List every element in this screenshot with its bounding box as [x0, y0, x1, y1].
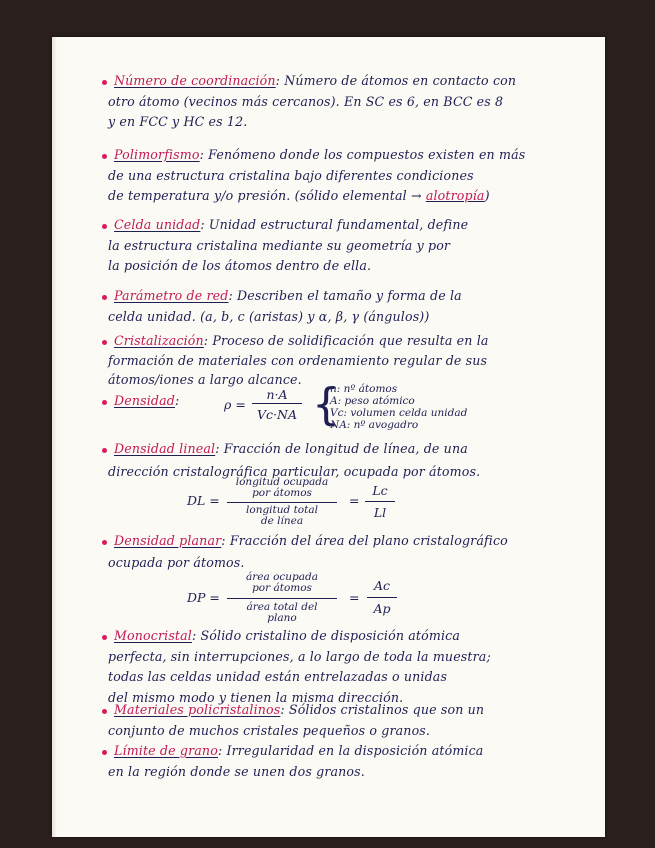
- bullet: [102, 635, 107, 640]
- text-line: formación de materiales con ordenamiento regular de sus: [108, 352, 488, 368]
- formula-denominator: [227, 505, 337, 527]
- formula-numerator: [227, 572, 337, 594]
- formula-lhs: ρ =: [224, 397, 246, 412]
- term: Cristalización: [114, 333, 204, 348]
- term: Número de coordinación: [114, 73, 276, 88]
- denominator-line: longitud total: [246, 504, 318, 516]
- entry-crystallization: [108, 333, 594, 388]
- bullet: [102, 295, 107, 300]
- bullet: [102, 540, 107, 545]
- denominator-line: plano: [267, 612, 297, 625]
- text-line: : Fenómeno donde los compuestos existen en más: [199, 147, 526, 162]
- entry-unit-cell: [108, 217, 594, 274]
- text-line: : Unidad estructural fundamental, define: [200, 217, 469, 232]
- text-line: : Fracción del área del plano cristalográfico: [221, 533, 508, 548]
- formula-lhs: DL =: [187, 493, 220, 508]
- denominator-line: de línea: [260, 515, 304, 528]
- legend-line: A: peso atómico: [330, 395, 415, 407]
- bullet: [102, 400, 107, 405]
- text-line: : Proceso de solidificación que resulta en la: [203, 333, 489, 348]
- entry-lattice-parameter: [108, 288, 594, 324]
- text-line: otro átomo (vecinos más cercanos). En SC es 6, en BCC es 8: [108, 93, 504, 109]
- text-line: : Sólidos cristalinos que son un: [280, 702, 485, 717]
- text-line: celda unidad. (a, b, c (aristas) y α, β, γ (ángulos)): [108, 308, 430, 324]
- formula-lhs: DP =: [187, 590, 220, 605]
- brace-symbol: {: [312, 379, 340, 430]
- formula-numerator: n·A: [266, 387, 288, 402]
- fraction-bar: [227, 502, 337, 503]
- bullet: [102, 340, 107, 345]
- short-denominator: Ap: [373, 601, 391, 616]
- bullet: [102, 709, 107, 714]
- entry-coordination-number: [108, 73, 594, 130]
- text-line: : Número de átomos en contacto con: [275, 73, 517, 88]
- text-line: todas las celdas unidad están entrelazadas o unidas: [108, 669, 448, 685]
- text-line: dirección cristalográfica particular, ocupada por átomos.: [108, 463, 481, 479]
- equals-sign: =: [349, 590, 360, 605]
- bullet: [102, 80, 107, 85]
- term: Materiales policristalinos: [114, 702, 281, 717]
- fraction-bar: [365, 501, 395, 502]
- text-line: : Irregularidad en la disposición atómica: [217, 743, 484, 758]
- short-numerator: Ac: [373, 578, 391, 593]
- term: Polimorfismo: [114, 147, 200, 162]
- text-line: átomos/iones a largo alcance.: [108, 372, 302, 388]
- fraction-bar: [252, 403, 302, 404]
- numerator-line: por átomos: [252, 582, 312, 595]
- text-suffix: ): [484, 188, 490, 204]
- text-line: ocupada por átomos.: [108, 554, 245, 570]
- entry-planar-density: [108, 533, 594, 570]
- bullet: [102, 154, 107, 159]
- short-numerator: Lc: [372, 483, 388, 498]
- page-edge: [52, 37, 57, 837]
- highlight-term: alotropía: [425, 188, 485, 204]
- text-line: de temperatura y/o presión. (sólido elemental →: [108, 188, 426, 204]
- legend-line: n: nº átomos: [330, 383, 398, 395]
- term: Celda unidad: [114, 217, 201, 232]
- text-line: : Fracción de longitud de línea, de una: [215, 441, 468, 456]
- term: Monocristal: [114, 628, 192, 643]
- text-line: y en FCC y HC es 12.: [108, 114, 248, 130]
- denominator-line: área total del: [246, 601, 318, 613]
- planar-density-formula: [187, 572, 487, 628]
- short-denominator: Ll: [373, 505, 387, 520]
- text-line: de una estructura cristalina bajo diferentes condiciones: [108, 167, 474, 183]
- bullet: [102, 750, 107, 755]
- text-line: conjunto de muchos cristales pequeños o granos.: [108, 722, 431, 738]
- text-line: en la región donde se unen dos granos.: [108, 763, 365, 779]
- text-line: la estructura cristalina mediante su geometría y por: [108, 237, 451, 253]
- term: Límite de grano: [114, 743, 218, 758]
- bullet: [102, 448, 107, 453]
- term: Densidad lineal: [114, 441, 216, 456]
- formula-denominator: Vc·NA: [257, 407, 297, 422]
- entry-linear-density: [108, 441, 594, 479]
- fraction-bar: [227, 598, 337, 599]
- fraction-bar: [367, 597, 397, 598]
- term: Densidad: [114, 393, 175, 408]
- density-legend: [330, 383, 467, 431]
- linear-density-formula: [187, 477, 487, 529]
- text-line: la posición de los átomos dentro de ella.: [108, 258, 372, 274]
- numerator-line: por átomos: [252, 487, 312, 500]
- legend-line: Vc: volumen celda unidad: [330, 407, 468, 419]
- numerator-line: área ocupada: [245, 571, 319, 583]
- formula-numerator: [227, 477, 337, 499]
- term: Parámetro de red: [114, 288, 229, 303]
- entry-polycrystalline: [108, 702, 594, 738]
- text-line: : Sólido cristalino de disposición atómica: [191, 628, 460, 643]
- entry-polymorphism: [108, 147, 594, 204]
- term: Densidad planar: [114, 533, 222, 548]
- legend-line: NA: nº avogadro: [330, 419, 419, 431]
- text-line: :: [174, 393, 180, 408]
- entry-monocrystal: [108, 628, 594, 705]
- text-line: del mismo modo y tienen la misma dirección.: [108, 689, 404, 705]
- notebook-page: [52, 37, 605, 837]
- numerator-line: longitud ocupada: [235, 476, 329, 488]
- equals-sign: =: [349, 493, 360, 508]
- density-formula: [224, 379, 544, 437]
- bullet: [102, 224, 107, 229]
- text-line: perfecta, sin interrupciones, a lo largo de toda la muestra;: [108, 648, 491, 664]
- formula-denominator: [227, 602, 337, 624]
- entry-grain-boundary: [108, 743, 594, 779]
- text-line: : Describen el tamaño y forma de la: [228, 288, 462, 303]
